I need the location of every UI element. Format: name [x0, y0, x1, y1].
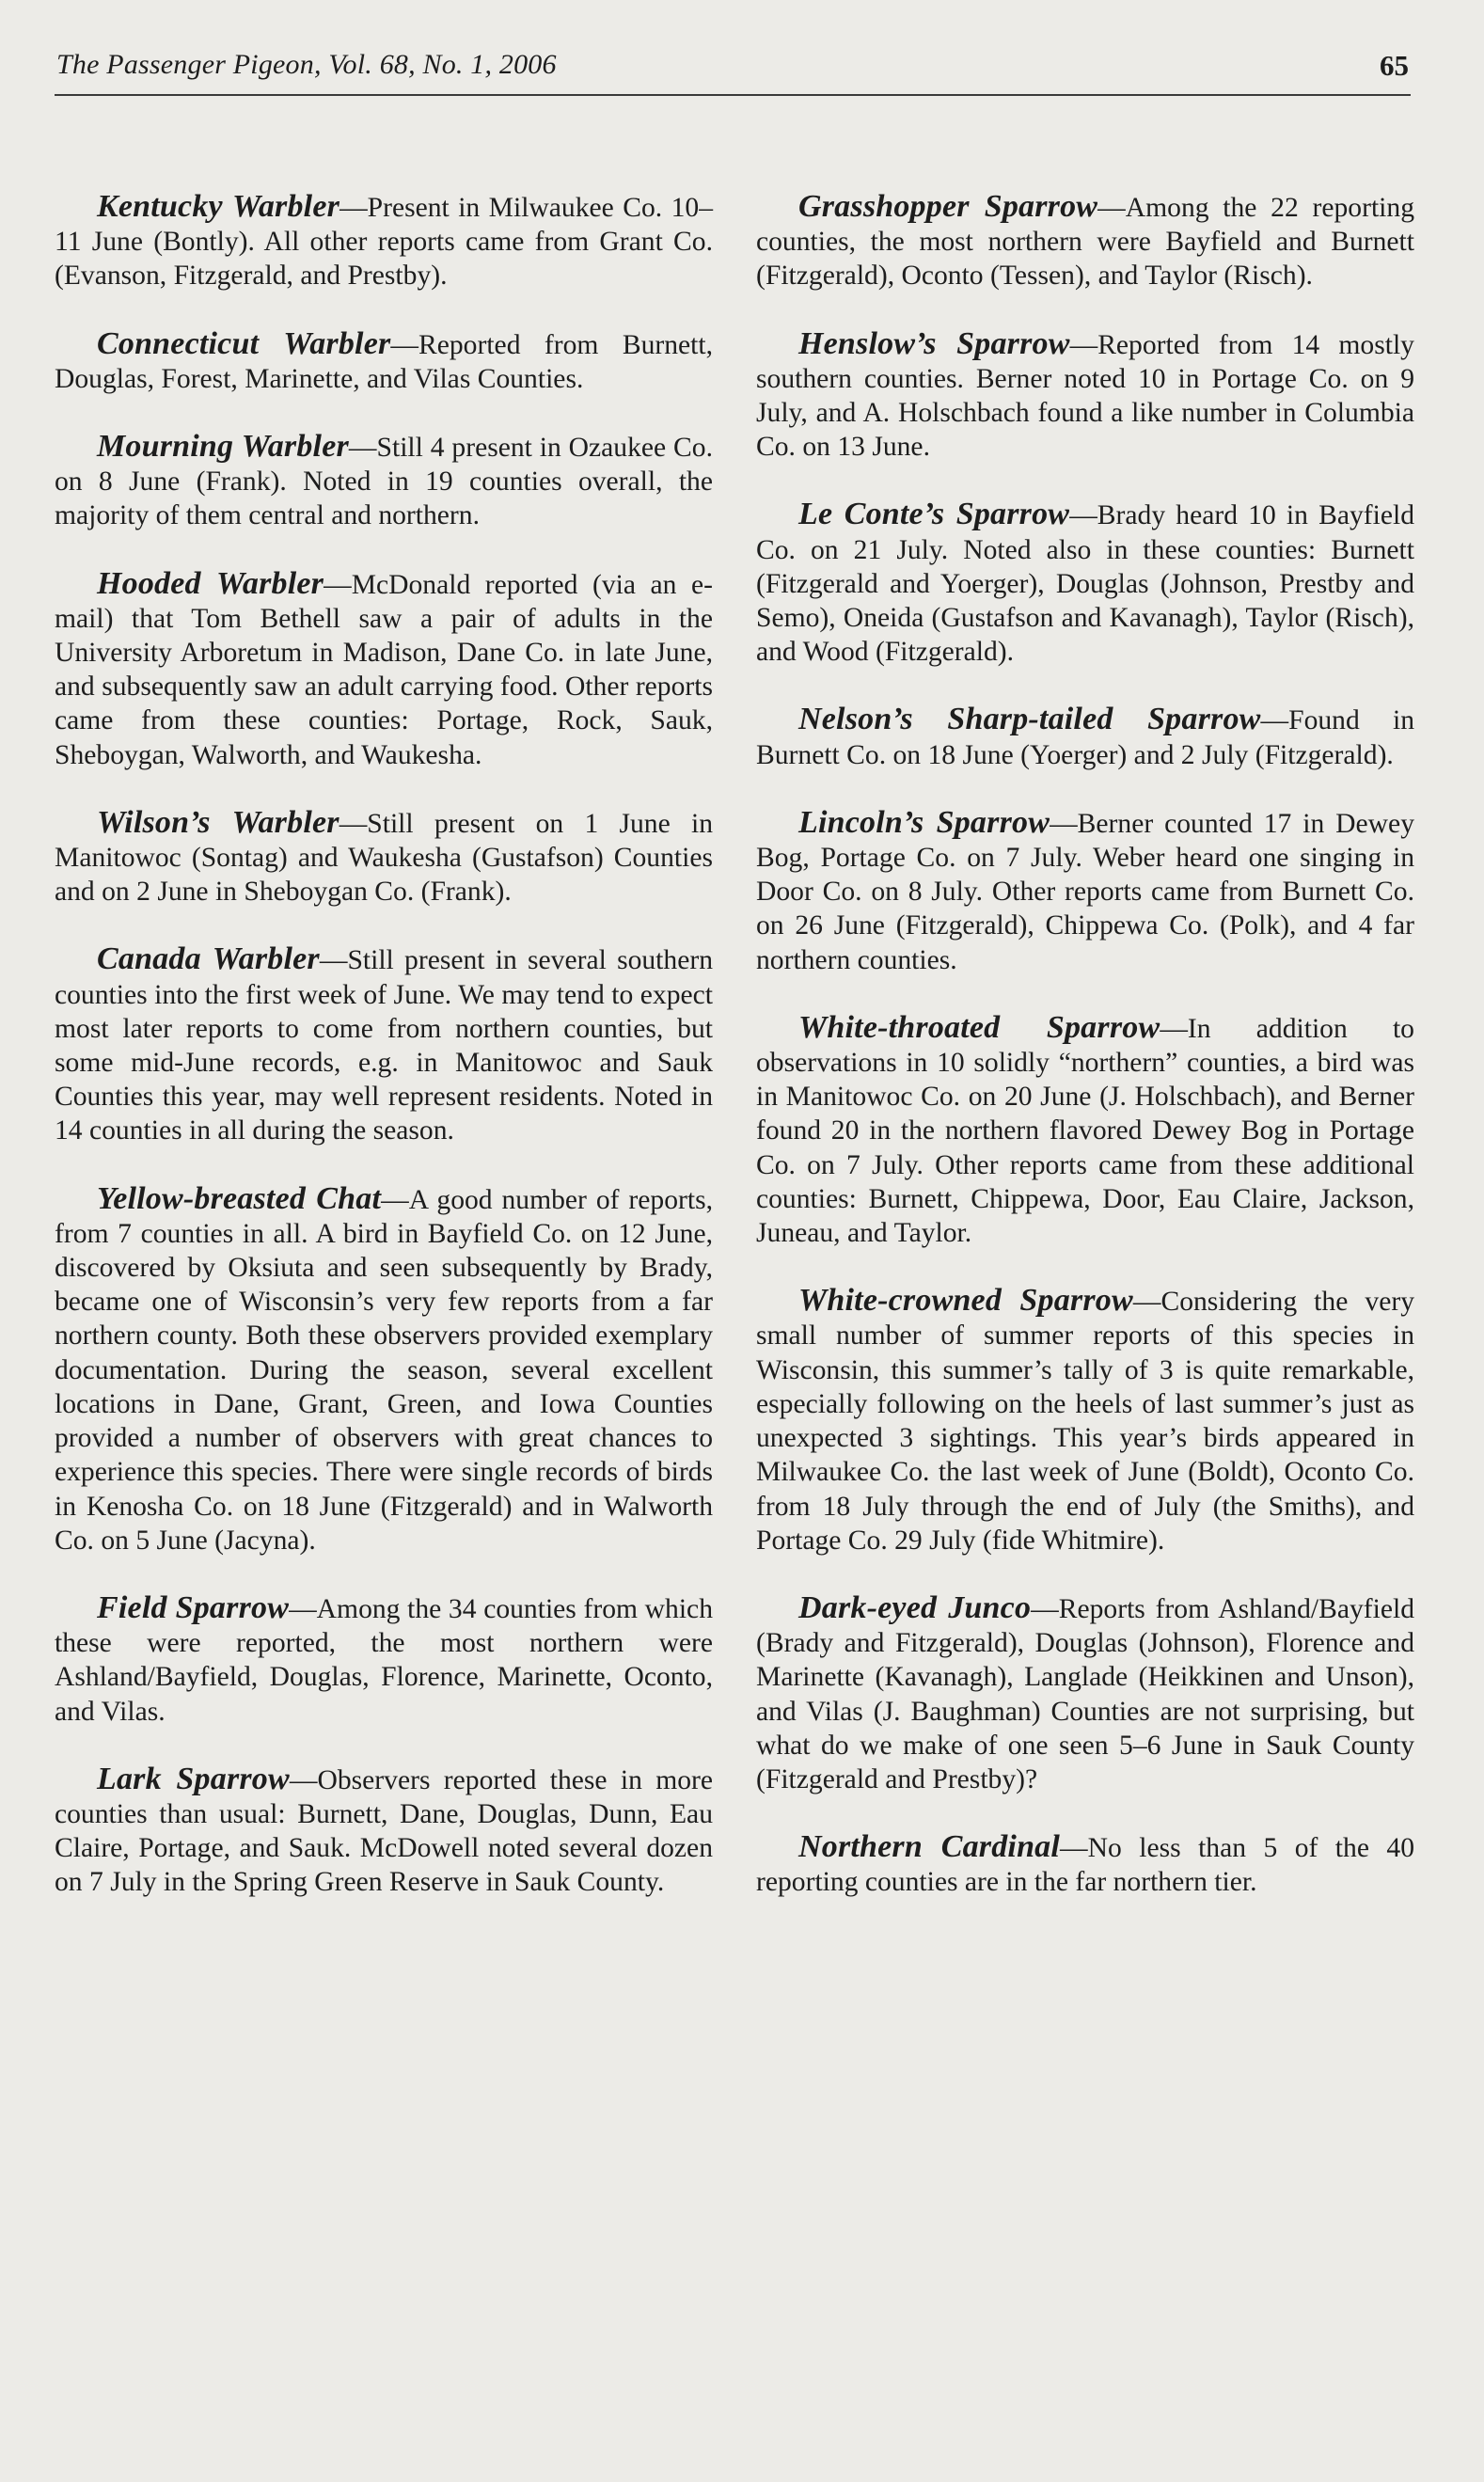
species-entry: [55, 1591, 713, 1729]
species-name: Connecticut Warbler: [97, 325, 391, 361]
species-name: Mourning Warbler: [97, 429, 349, 465]
entry-text: Among the 34 counties from which these were reported, the most northern were Ashland/Bayfield, Douglas, Florence, Marinette, Oconto, and Vilas.: [55, 1593, 713, 1727]
entry-text: Berner counted 17 in Dewey Bog, Portage Co. on 7 July. Weber heard one singing in Door Co. on 8 July. Other reports came from Burnett Co. on 26 June (Fitzgerald), Chippewa Co. (Polk), and 4 far northern counties.: [756, 808, 1414, 975]
em-dash: —: [1132, 1287, 1161, 1318]
entry-text: Observers reported these in more counties than usual: Burnett, Dane, Douglas, Dunn, Eau Claire, Portage, and Sauk. McDowell noted several dozen on 7 July in the Spring Green Reserve in Sauk County.: [55, 1764, 714, 1898]
em-dash: —: [1069, 500, 1097, 531]
entry-text: Still present on 1 June in Manitowoc (Sontag) and Waukesha (Gustafson) Counties and on 2 June in Sheboygan Co. (Frank).: [55, 808, 714, 908]
entry-text: Still present in several southern counties into the first week of June. We may tend to expect most later reports to come from northern counties, but some mid-June records, e.g. in Manitowoc and Sauk Counties this year, may well represent residents. Noted in 14 counties in all during the season.: [55, 945, 713, 1146]
entry-text: Reported from Burnett, Douglas, Forest, Marinette, and Vilas Counties.: [55, 329, 713, 394]
entry-text: Brady heard 10 in Bayfield Co. on 21 July. Noted also in these counties: Burnett (Fitzgerald and Yoerger), Douglas (Johnson, Prestby and Semo), Oneida (Gustafson and Kavanagh), Taylor (Risch), and Wood (Fitzgerald).: [756, 500, 1414, 668]
species-name: Dark-eyed Junco: [798, 1589, 1032, 1625]
species-entry: [756, 1830, 1414, 1899]
page-number: 65: [1380, 49, 1409, 82]
species-name: Henslow’s Sparrow: [798, 325, 1070, 361]
species-entry: [756, 1591, 1414, 1796]
species-name: Canada Warbler: [97, 941, 320, 977]
species-entry: [756, 327, 1414, 465]
em-dash: —: [1069, 329, 1098, 360]
em-dash: —: [348, 433, 377, 464]
species-name: Lincoln’s Sparrow: [798, 804, 1050, 840]
em-dash: —: [289, 1593, 317, 1624]
entry-text: Among the 22 reporting counties, the most northern were Bayfield and Burnett (Fitzgerald), Oconto (Tessen), and Taylor (Risch).: [756, 193, 1414, 292]
em-dash: —: [324, 569, 352, 600]
right-column: [756, 190, 1414, 1934]
em-dash: —: [381, 1184, 409, 1215]
entry-text: Reports from Ashland/Bayfield (Brady and Fitzgerald), Douglas (Johnson), Florence and Marinette (Kavanagh), Langlade (Heikkinen and Unson), and Vilas (J. Baughman) Counties are not surprising, but what do we make of one seen 5–6 June in Sauk County (Fitzgerald and Prestby)?: [756, 1593, 1414, 1794]
species-name: Le Conte’s Sparrow: [798, 497, 1070, 532]
species-entry: [756, 703, 1414, 771]
em-dash: —: [1060, 1833, 1088, 1864]
species-entry: [55, 942, 713, 1147]
species-name: Grasshopper Sparrow: [798, 189, 1098, 224]
species-entry: [756, 806, 1414, 977]
species-name: Kentucky Warbler: [97, 189, 340, 224]
em-dash: —: [1050, 808, 1078, 839]
species-entry: [756, 190, 1414, 293]
em-dash: —: [339, 808, 368, 839]
species-entry: [55, 327, 713, 396]
entry-text: Considering the very small number of summer reports of this species in Wisconsin, this summer’s tally of 3 is quite remarkable, especially following on the heels of last summer’s just as unexpected 3 sightings. This year’s birds appeared in Milwaukee Co. the last week of June (Boldt), Oconto Co. from 18 July through the end of July (the Smiths), and Portage Co. 29 July (fide Whitmire).: [756, 1287, 1414, 1556]
species-entry: [55, 567, 713, 772]
species-entry: [55, 430, 713, 533]
species-name: Wilson’s Warbler: [97, 804, 339, 840]
entry-text: McDonald reported (via an e-mail) that Tom Bethell saw a pair of adults in the University Arboretum in Madison, Dane Co. in late June, and subsequently saw an adult carrying food. Other reports came from these counties: Portage, Rock, Sauk, Sheboygan, Walworth, and Waukesha.: [55, 569, 713, 770]
em-dash: —: [339, 193, 368, 223]
em-dash: —: [289, 1764, 318, 1795]
species-entry: [756, 498, 1414, 669]
em-dash: —: [319, 945, 348, 976]
entry-text: A good number of reports, from 7 counties in all. A bird in Bayfield Co. on 12 June, discovered by Oksiuta and seen subsequently by Brady, became one of Wisconsin’s very few reports from a far northern county. Both these observers provided exemplary documentation. During the season, several excellent locations in Dane, Grant, Green, and Iowa Counties provided a number of observers with great chances to experience this species. There were single records of birds in Kenosha Co. on 18 June (Fitzgerald) and in Walworth Co. on 5 June (Jacyna).: [55, 1184, 713, 1556]
em-dash: —: [1097, 193, 1126, 223]
em-dash: —: [1260, 705, 1289, 736]
entry-text: Reported from 14 mostly southern counties. Berner noted 10 in Portage Co. on 9 July, and A. Holschbach found a like number in Columbia Co. on 13 June.: [756, 329, 1414, 463]
entry-text: Found in Burnett Co. on 18 June (Yoerger) and 2 July (Fitzgerald).: [756, 705, 1414, 770]
species-name: Lark Sparrow: [97, 1761, 290, 1796]
species-entry: [756, 1011, 1414, 1250]
entry-text: In addition to observations in 10 solidly “northern” counties, a bird was in Manitowoc Co. on 20 June (J. Holschbach), and Berner found 20 in the northern flavored Dewey Bog in Portage Co. on 7 July. Other reports came from these additional counties: Burnett, Chippewa, Door, Eau Claire, Jackson, Juneau, and Taylor.: [756, 1013, 1414, 1249]
species-name: White-throated Sparrow: [798, 1009, 1160, 1045]
species-entry: [55, 806, 713, 909]
species-name: White-crowned Sparrow: [798, 1283, 1133, 1319]
species-name: Yellow-breasted Chat: [97, 1180, 382, 1216]
em-dash: —: [390, 329, 419, 360]
running-head: [55, 47, 1411, 96]
em-dash: —: [1031, 1593, 1059, 1624]
species-entry: [55, 1763, 713, 1900]
species-name: Hooded Warbler: [97, 565, 324, 601]
species-name: Field Sparrow: [97, 1589, 290, 1625]
em-dash: —: [1160, 1013, 1188, 1044]
species-entry: [55, 1182, 713, 1557]
species-name: Northern Cardinal: [798, 1829, 1061, 1865]
left-column: [55, 190, 713, 1934]
journal-title: The Passenger Pigeon, Vol. 68, No. 1, 2006: [56, 49, 557, 80]
entry-text: Present in Milwaukee Co. 10–11 June (Bontly). All other reports came from Grant Co. (Evanson, Fitzgerald, and Prestby).: [55, 193, 714, 292]
species-entry: [55, 190, 713, 293]
species-entry: [756, 1284, 1414, 1557]
entry-text: Still 4 present in Ozaukee Co. on 8 June (Frank). Noted in 19 counties overall, the majority of them central and northern.: [55, 433, 713, 531]
species-name: Nelson’s Sharp-tailed Sparrow: [798, 702, 1261, 737]
entry-text: No less than 5 of the 40 reporting counties are in the far northern tier.: [756, 1833, 1414, 1898]
